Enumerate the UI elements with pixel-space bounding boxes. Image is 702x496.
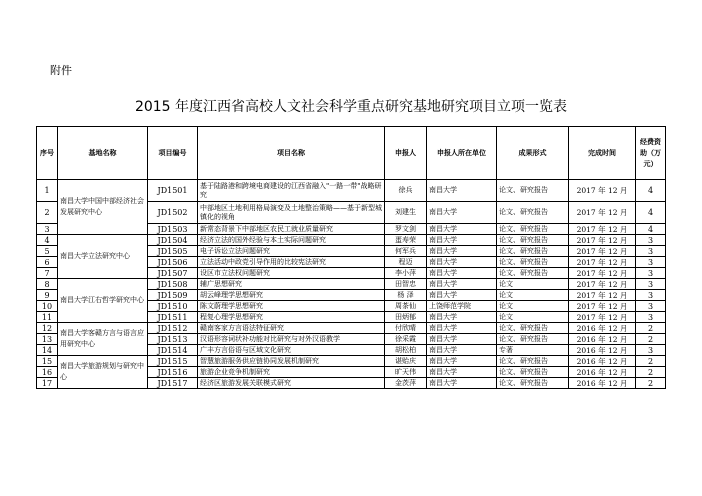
cell-seq: 12 [37, 323, 58, 334]
cell-code: JD1506 [148, 257, 198, 268]
cell-fund: 3 [636, 279, 666, 290]
cell-applicant: 谌贻庆 [385, 356, 427, 367]
cell-fund: 3 [636, 312, 666, 323]
cell-unit: 南昌大学 [427, 378, 497, 389]
cell-fund: 3 [636, 257, 666, 268]
cell-applicant: 金茨萍 [385, 378, 427, 389]
cell-applicant: 周茶仙 [385, 301, 427, 312]
page-title: 2015 年度江西省高校人文社会科学重点研究基地研究项目立项一览表 [134, 99, 568, 115]
cell-seq: 1 [37, 180, 58, 202]
cell-time: 2017 年 12 月 [569, 202, 636, 224]
cell-time: 2017 年 12 月 [569, 312, 636, 323]
cell-applicant: 徐采霞 [385, 334, 427, 345]
cell-form: 论文、研究报告 [497, 246, 569, 257]
table-row [37, 180, 666, 202]
cell-seq: 9 [37, 290, 58, 301]
cell-time: 2017 年 12 月 [569, 235, 636, 246]
header-name: 项目名称 [198, 127, 385, 180]
cell-code: JD1510 [148, 301, 198, 312]
cell-form: 论文、研究报告 [497, 378, 569, 389]
cell-applicant: 胡松柏 [385, 345, 427, 356]
cell-unit: 上饶师范学院 [427, 301, 497, 312]
cell-name: 智慧旅游服务供应链协同发展机制研究 [198, 356, 385, 367]
cell-time: 2016 年 12 月 [569, 367, 636, 378]
cell-form: 论文 [497, 290, 569, 301]
cell-form: 论文 [497, 279, 569, 290]
cell-applicant: 罗文剑 [385, 224, 427, 235]
cell-code: JD1511 [148, 312, 198, 323]
cell-unit: 南昌大学 [427, 246, 497, 257]
cell-unit: 南昌大学 [427, 279, 497, 290]
cell-seq: 4 [37, 235, 58, 246]
cell-applicant: 蛋寿荣 [385, 235, 427, 246]
cell-fund: 2 [636, 367, 666, 378]
cell-fund: 3 [636, 235, 666, 246]
cell-code: JD1508 [148, 279, 198, 290]
cell-seq: 11 [37, 312, 58, 323]
cell-form: 论文、研究报告 [497, 356, 569, 367]
cell-applicant: 程迈 [385, 257, 427, 268]
cell-fund: 2 [636, 334, 666, 345]
cell-name: 中部地区土地利用格局演变及土地整治策略——基于新型城镇化的视角 [198, 202, 385, 224]
cell-code: JD1512 [148, 323, 198, 334]
cell-base: 南昌大学立法研究中心 [58, 235, 148, 279]
cell-seq: 5 [37, 246, 58, 257]
cell-time: 2017 年 12 月 [569, 180, 636, 202]
header-applicant: 申报人 [385, 127, 427, 180]
cell-fund: 2 [636, 323, 666, 334]
cell-code: JD1505 [148, 246, 198, 257]
cell-form: 论文、研究报告 [497, 180, 569, 202]
cell-name: 汉语形容词状补功能对比研究与对外汉语教学 [198, 334, 385, 345]
header-fund: 经费资助（万元） [636, 127, 666, 180]
cell-time: 2016 年 12 月 [569, 345, 636, 356]
cell-code: JD1503 [148, 224, 198, 235]
cell-form: 专著 [497, 345, 569, 356]
table-row [37, 323, 666, 334]
cell-code: JD1514 [148, 345, 198, 356]
cell-applicant: 何军兵 [385, 246, 427, 257]
table-row [37, 356, 666, 367]
cell-applicant: 田炳郁 [385, 312, 427, 323]
cell-name: 辅广思想研究 [198, 279, 385, 290]
cell-seq: 15 [37, 356, 58, 367]
cell-form: 论文、研究报告 [497, 202, 569, 224]
cell-seq: 3 [37, 224, 58, 235]
cell-code: JD1516 [148, 367, 198, 378]
cell-form: 论文、研究报告 [497, 268, 569, 279]
cell-applicant: 徐兵 [385, 180, 427, 202]
cell-name: 经济立法的国外经验与本土实际问题研究 [198, 235, 385, 246]
cell-name: 电子诉讼立法问题研究 [198, 246, 385, 257]
cell-name: 基于陆路港和跨境电商建设的江西省融入"一路一带"战略研究 [198, 180, 385, 202]
cell-base: 南昌大学旅游规划与研究中心 [58, 356, 148, 389]
cell-time: 2017 年 12 月 [569, 290, 636, 301]
cell-code: JD1513 [148, 334, 198, 345]
table-row [37, 235, 666, 246]
cell-fund: 3 [636, 246, 666, 257]
cell-unit: 南昌大学 [427, 180, 497, 202]
cell-unit: 南昌大学 [427, 334, 497, 345]
cell-name: 经济区旅游发展关联模式研究 [198, 378, 385, 389]
cell-unit: 南昌大学 [427, 235, 497, 246]
cell-seq: 13 [37, 334, 58, 345]
cell-fund: 3 [636, 268, 666, 279]
cell-time: 2016 年 12 月 [569, 334, 636, 345]
cell-unit: 南昌大学 [427, 356, 497, 367]
cell-unit: 南昌大学 [427, 290, 497, 301]
cell-base: 南昌大学江右哲学研究中心 [58, 279, 148, 323]
cell-applicant: 杨 泽 [385, 290, 427, 301]
cell-code: JD1507 [148, 268, 198, 279]
cell-code: JD1501 [148, 180, 198, 202]
cell-name: 设区市立法权问题研究 [198, 268, 385, 279]
cell-unit: 南昌大学 [427, 345, 497, 356]
cell-applicant: 田智忠 [385, 279, 427, 290]
cell-name: 新常态背景下中部地区农民工就业质量研究 [198, 224, 385, 235]
header-base: 基地名称 [58, 127, 148, 180]
cell-name: 立法活动中政党引导作用的比较宪法研究 [198, 257, 385, 268]
cell-applicant: 旷天伟 [385, 367, 427, 378]
cell-form: 论文 [497, 301, 569, 312]
cell-fund: 4 [636, 180, 666, 202]
project-table [36, 126, 666, 389]
cell-base: 南昌大学中国中部经济社会发展研究中心 [58, 180, 148, 235]
cell-name: 赣南客家方言语法特征研究 [198, 323, 385, 334]
cell-unit: 南昌大学 [427, 202, 497, 224]
header-time: 完成时间 [569, 127, 636, 180]
cell-time: 2017 年 12 月 [569, 224, 636, 235]
header-form: 成果形式 [497, 127, 569, 180]
cell-time: 2016 年 12 月 [569, 378, 636, 389]
cell-name: 程复心理学思想研究 [198, 312, 385, 323]
cell-form: 论文、研究报告 [497, 334, 569, 345]
cell-unit: 南昌大学 [427, 367, 497, 378]
cell-applicant: 李小萍 [385, 268, 427, 279]
cell-fund: 3 [636, 345, 666, 356]
cell-code: JD1517 [148, 378, 198, 389]
cell-unit: 南昌大学 [427, 312, 497, 323]
cell-fund: 2 [636, 378, 666, 389]
cell-unit: 南昌大学 [427, 257, 497, 268]
cell-name: 陈文蔚理学思想研究 [198, 301, 385, 312]
cell-form: 论文、研究报告 [497, 323, 569, 334]
cell-name: 旅游企业竞争机制研究 [198, 367, 385, 378]
cell-time: 2017 年 12 月 [569, 246, 636, 257]
header-row [37, 127, 666, 180]
cell-form: 论文、研究报告 [497, 224, 569, 235]
cell-fund: 4 [636, 202, 666, 224]
cell-time: 2017 年 12 月 [569, 268, 636, 279]
cell-form: 论文、研究报告 [497, 257, 569, 268]
cell-fund: 2 [636, 356, 666, 367]
cell-seq: 6 [37, 257, 58, 268]
cell-seq: 16 [37, 367, 58, 378]
header-seq: 序号 [37, 127, 58, 180]
header-unit: 申报人所在单位 [427, 127, 497, 180]
cell-unit: 南昌大学 [427, 268, 497, 279]
cell-fund: 4 [636, 224, 666, 235]
cell-form: 论文 [497, 312, 569, 323]
cell-time: 2017 年 12 月 [569, 279, 636, 290]
cell-seq: 14 [37, 345, 58, 356]
cell-fund: 3 [636, 290, 666, 301]
cell-seq: 7 [37, 268, 58, 279]
cell-unit: 南昌大学 [427, 323, 497, 334]
cell-seq: 10 [37, 301, 58, 312]
cell-name: 胡云峰理学思想研究 [198, 290, 385, 301]
header-code: 项目编号 [148, 127, 198, 180]
cell-fund: 3 [636, 301, 666, 312]
cell-name: 广丰方言俗语与区域文化研究 [198, 345, 385, 356]
cell-time: 2017 年 12 月 [569, 301, 636, 312]
cell-code: JD1515 [148, 356, 198, 367]
cell-code: JD1509 [148, 290, 198, 301]
cell-base: 南昌大学客赣方言与语言应用研究中心 [58, 323, 148, 356]
cell-applicant: 付欣晴 [385, 323, 427, 334]
cell-seq: 2 [37, 202, 58, 224]
attachment-label: 附件 [50, 64, 72, 77]
cell-form: 论文、研究报告 [497, 367, 569, 378]
cell-applicant: 刘建生 [385, 202, 427, 224]
cell-time: 2016 年 12 月 [569, 323, 636, 334]
cell-code: JD1504 [148, 235, 198, 246]
table-row [37, 279, 666, 290]
cell-code: JD1502 [148, 202, 198, 224]
cell-time: 2017 年 12 月 [569, 257, 636, 268]
cell-seq: 17 [37, 378, 58, 389]
cell-seq: 8 [37, 279, 58, 290]
cell-time: 2016 年 12 月 [569, 356, 636, 367]
cell-form: 论文、研究报告 [497, 235, 569, 246]
cell-unit: 南昌大学 [427, 224, 497, 235]
